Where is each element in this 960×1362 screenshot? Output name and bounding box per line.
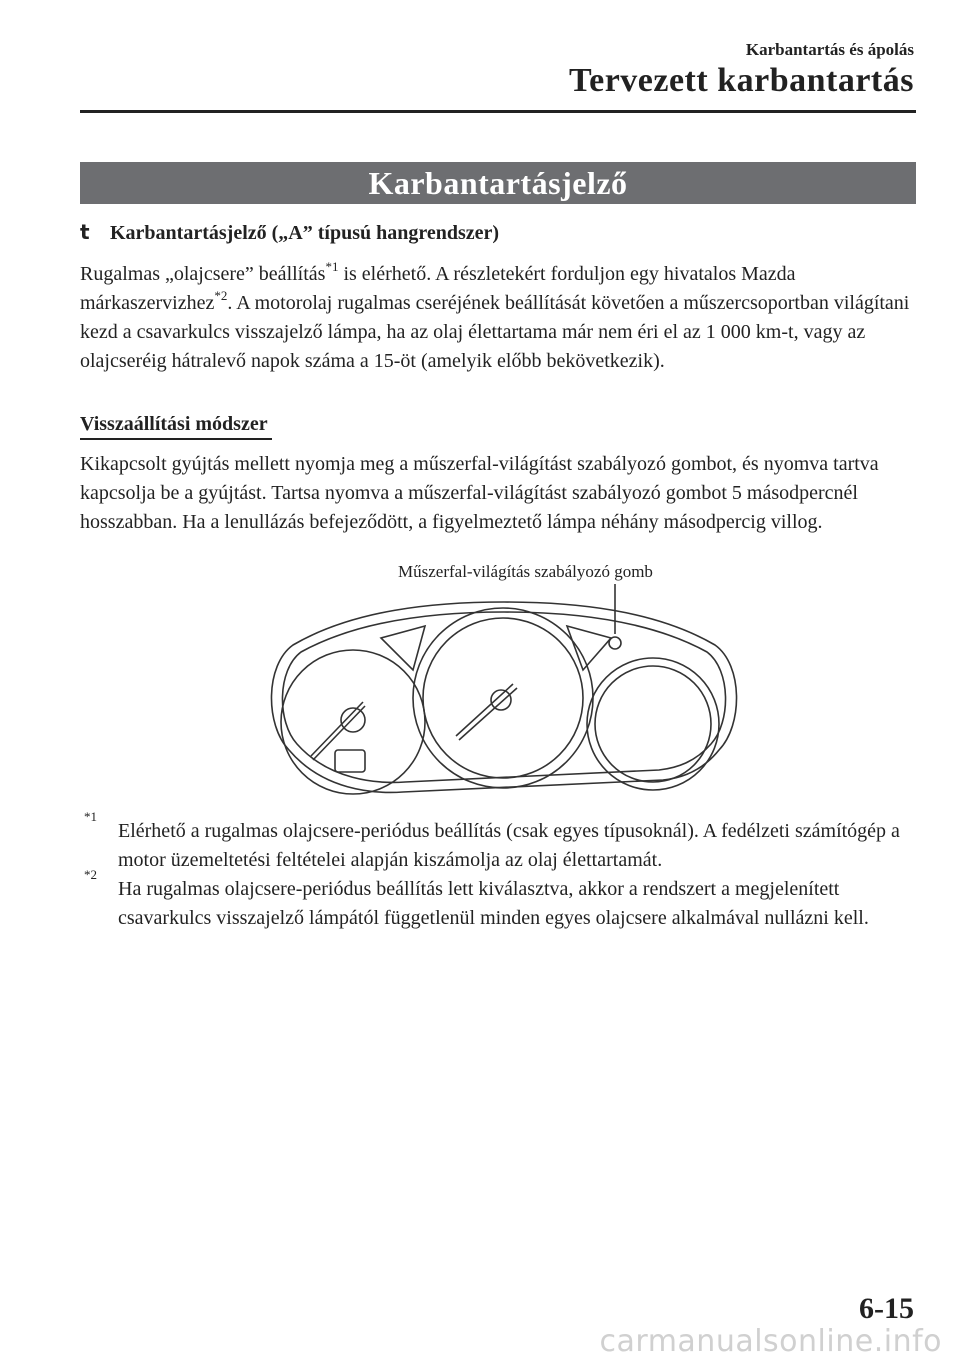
center-gauge-needle [459, 688, 517, 740]
callout-label: Műszerfal-világítás szabályozó gomb [398, 562, 653, 581]
method-paragraph: Kikapcsolt gyújtás mellett nyomja meg a műszerfal-világítást szabályozó gombot, és nyomva tartva kapcsolja be a gyújtást. Tartsa nyomva a műszerfal-világítást szabályozó gombot 5 másodpercnél hosszabban. Ha a lenullázás befejeződött, a figyelmeztető lámpa néhány másodpercig villog. [80, 453, 879, 533]
page-number: 6-15 [859, 1292, 914, 1325]
footnote-2: *2 Ha rugalmas olajcsere-periódus beállítás lett kiválasztva, akkor a rendszert a megjelenített csavarkulcs visszajelző lámpától függetlenül minden egyes olajcsere alkalmával nullázni kell. [80, 875, 916, 933]
running-header-chapter: Tervezett karbantartás [569, 62, 914, 99]
left-gauge-needle [313, 706, 365, 760]
cluster-housing [271, 602, 736, 792]
center-gauge-outer [413, 608, 593, 788]
footnote-ref-2: *2 [214, 288, 228, 304]
section-banner: Karbantartásjelző [80, 162, 916, 204]
header-rule [80, 110, 916, 113]
footnote-1: *1 Elérhető a rugalmas olajcsere-periódus beállítás (csak egyes típusoknál). A fedélzeti számítógép a motor üzemeltetési feltételei alapján kiszámolja az olaj élettartamát. [80, 817, 916, 875]
footnote-text-1: Elérhető a rugalmas olajcsere-periódus beállítás (csak egyes típusoknál). A fedélzeti számítógép a motor üzemeltetési feltételei alapján kiszámolja az olaj élettartamát. [118, 820, 900, 871]
dimmer-control-button [609, 637, 621, 649]
left-indicator-panel [381, 626, 425, 670]
bullet-icon: t [80, 220, 90, 244]
method-heading: Visszaállítási módszer [80, 413, 272, 440]
intro-text-a: Rugalmas „olajcsere” beállítás [80, 263, 326, 285]
right-indicator-panel [567, 626, 611, 670]
intro-text-b: is elérhető. A részletekért forduljon egy hivatalos Mazda márkaszervizhez [80, 263, 796, 314]
running-header-section: Karbantartás és ápolás [745, 40, 914, 59]
instrument-cluster-illustration [263, 580, 745, 802]
right-gauge [595, 666, 711, 782]
center-gauge [423, 618, 583, 778]
footnote-text-2: Ha rugalmas olajcsere-periódus beállítás lett kiválasztva, akkor a rendszert a megjelenített csavarkulcs visszajelző lámpától függetlenül minden egyes olajcsere alkalmával nullázni kell. [118, 878, 869, 929]
intro-paragraph [80, 260, 916, 376]
footnote-ref-1: *1 [325, 259, 339, 275]
left-gauge-display [335, 750, 365, 772]
center-gauge-hub [491, 690, 511, 710]
sub-heading-text: Karbantartásjelző („A” típusú hangrendszer) [110, 222, 500, 244]
intro-text-c: . A motorolaj rugalmas cseréjének beállítását követően a műszercsoportban világítani kezd a csavarkulcs visszajelző lámpa, ha az olaj élettartama már nem éri el az 1 000 km-t, vagy az olajcseréig hátralevő napok száma a 15-öt (amelyik előbb bekövetkezik). [80, 292, 910, 372]
cluster-housing-inner [282, 612, 725, 782]
watermark: carmanualsonline.info [599, 1324, 942, 1359]
sub-heading [80, 220, 916, 245]
